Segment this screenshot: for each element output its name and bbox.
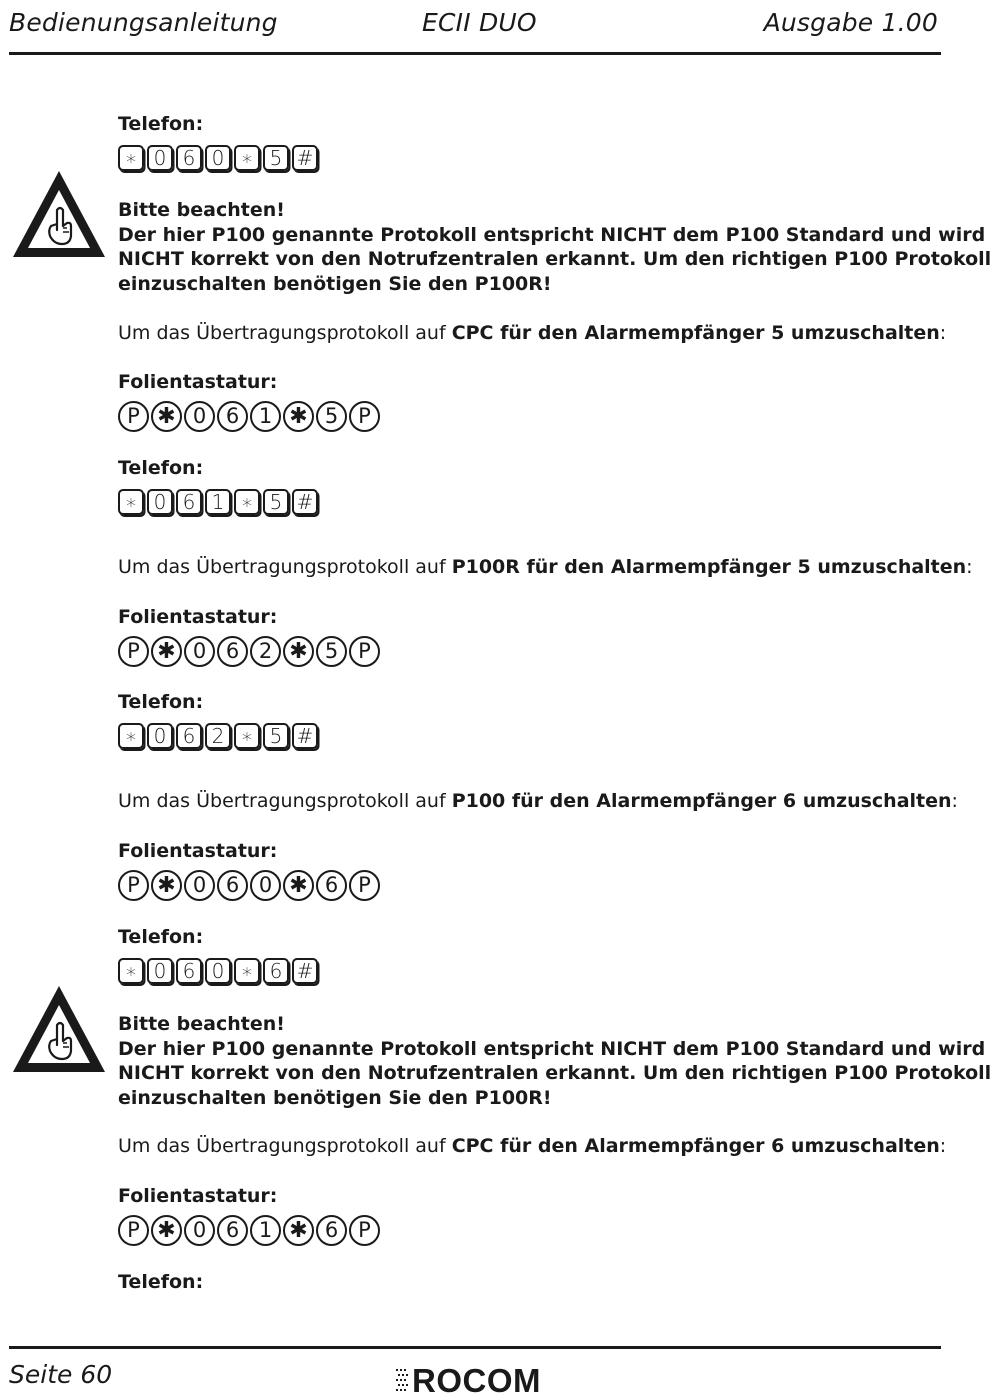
phone-key-hash: # bbox=[292, 145, 318, 171]
label-folientastatur: Folientastatur: bbox=[118, 1185, 278, 1207]
header-rule bbox=[9, 52, 941, 55]
membrane-key-p: P bbox=[118, 870, 149, 901]
instruction-emphasis: P100 für den Alarmempfänger 6 umzuschalten bbox=[451, 790, 952, 812]
label-telefon: Telefon: bbox=[118, 113, 204, 135]
phone-key-hash: # bbox=[292, 723, 318, 749]
phone-key-star: ∗ bbox=[118, 489, 144, 515]
instruction-paragraph bbox=[118, 321, 946, 345]
membrane-key-star: ✱ bbox=[151, 1215, 182, 1246]
membrane-key-6: 6 bbox=[217, 1215, 248, 1246]
instruction-prefix: Um das Übertragungsprotokoll auf bbox=[118, 1135, 452, 1157]
membrane-key-star: ✱ bbox=[283, 401, 314, 432]
membrane-key-p: P bbox=[118, 401, 149, 432]
phone-key-star: ∗ bbox=[234, 958, 260, 984]
phone-key-0: 0 bbox=[147, 145, 173, 171]
instruction-paragraph bbox=[118, 789, 958, 813]
membrane-key-p: P bbox=[118, 1215, 149, 1246]
instruction-emphasis: CPC für den Alarmempfänger 6 umzuschalten bbox=[451, 1135, 940, 1157]
footer-rule bbox=[9, 1346, 941, 1349]
phone-key-6: 6 bbox=[176, 145, 202, 171]
phone-key-2: 2 bbox=[205, 723, 231, 749]
phone-key-star: ∗ bbox=[118, 145, 144, 171]
instruction-suffix: : bbox=[951, 790, 958, 812]
label-folientastatur: Folientastatur: bbox=[118, 606, 278, 628]
membrane-key-0: 0 bbox=[184, 401, 215, 432]
phone-key-star: ∗ bbox=[234, 723, 260, 749]
membrane-key-0: 0 bbox=[184, 870, 215, 901]
label-telefon: Telefon: bbox=[118, 457, 204, 479]
instruction-prefix: Um das Übertragungsprotokoll auf bbox=[118, 790, 452, 812]
phone-key-5: 5 bbox=[263, 145, 289, 171]
logo-mark-icon bbox=[396, 1367, 412, 1395]
page-number: Seite 60 bbox=[9, 1360, 113, 1389]
warning-hand-icon bbox=[10, 168, 108, 260]
membrane-key-sequence bbox=[118, 870, 380, 901]
label-telefon: Telefon: bbox=[118, 1271, 204, 1293]
instruction-prefix: Um das Übertragungsprotokoll auf bbox=[118, 322, 452, 344]
label-folientastatur: Folientastatur: bbox=[118, 371, 278, 393]
rocom-logo bbox=[396, 1364, 541, 1397]
instruction-suffix: : bbox=[939, 322, 947, 344]
phone-key-0: 0 bbox=[205, 145, 231, 171]
membrane-key-6: 6 bbox=[217, 401, 248, 432]
instruction-emphasis: P100R für den Alarmempfänger 5 umzuschalten bbox=[451, 556, 967, 578]
membrane-key-star: ✱ bbox=[151, 636, 182, 667]
membrane-key-p: P bbox=[349, 870, 380, 901]
phone-key-5: 5 bbox=[263, 723, 289, 749]
header-edition: Ausgabe 1.00 bbox=[763, 8, 938, 37]
phone-key-hash: # bbox=[292, 958, 318, 984]
membrane-key-6: 6 bbox=[217, 870, 248, 901]
label-folientastatur: Folientastatur: bbox=[118, 840, 278, 862]
membrane-key-star: ✱ bbox=[283, 636, 314, 667]
note-line: einzuschalten benötigen Sie den P100R! bbox=[118, 1086, 552, 1109]
membrane-key-p: P bbox=[349, 1215, 380, 1246]
note-line: einzuschalten benötigen Sie den P100R! bbox=[118, 272, 552, 295]
phone-key-6: 6 bbox=[176, 723, 202, 749]
instruction-suffix: : bbox=[939, 1135, 947, 1157]
membrane-key-0: 0 bbox=[250, 870, 281, 901]
note-line: NICHT korrekt von den Notrufzentralen erkannt. Um den richtigen P100 Protokoll bbox=[118, 1062, 991, 1084]
instruction-paragraph bbox=[118, 555, 973, 579]
membrane-key-1: 1 bbox=[250, 401, 281, 432]
phone-key-5: 5 bbox=[263, 489, 289, 515]
phone-key-sequence bbox=[118, 958, 318, 986]
phone-key-0: 0 bbox=[147, 723, 173, 749]
phone-key-sequence bbox=[118, 723, 318, 751]
membrane-key-star: ✱ bbox=[283, 870, 314, 901]
membrane-key-star: ✱ bbox=[151, 870, 182, 901]
phone-key-star: ∗ bbox=[234, 489, 260, 515]
membrane-key-6: 6 bbox=[217, 636, 248, 667]
label-telefon: Telefon: bbox=[118, 926, 204, 948]
membrane-key-sequence bbox=[118, 1215, 380, 1246]
membrane-key-star: ✱ bbox=[283, 1215, 314, 1246]
phone-key-1: 1 bbox=[205, 489, 231, 515]
membrane-key-6: 6 bbox=[316, 1215, 347, 1246]
phone-key-0: 0 bbox=[205, 958, 231, 984]
instruction-suffix: : bbox=[966, 556, 973, 578]
phone-key-6: 6 bbox=[263, 958, 289, 984]
membrane-key-p: P bbox=[349, 401, 380, 432]
membrane-key-1: 1 bbox=[250, 1215, 281, 1246]
phone-key-0: 0 bbox=[147, 958, 173, 984]
warning-hand-icon bbox=[10, 983, 108, 1075]
header-product-name: ECII DUO bbox=[422, 8, 537, 37]
phone-key-0: 0 bbox=[147, 489, 173, 515]
instruction-paragraph bbox=[118, 1134, 946, 1158]
header-manual-title: Bedienungsanleitung bbox=[9, 8, 278, 37]
membrane-key-0: 0 bbox=[184, 636, 215, 667]
note-line: Der hier P100 genannte Protokoll entspricht NICHT dem P100 Standard und wird bbox=[118, 1037, 986, 1060]
phone-key-sequence bbox=[118, 489, 318, 517]
logo-wordmark: ROCOM bbox=[412, 1362, 541, 1399]
note-block bbox=[118, 1012, 991, 1110]
note-line: NICHT korrekt von den Notrufzentralen erkannt. Um den richtigen P100 Protokoll bbox=[118, 248, 991, 270]
instruction-prefix: Um das Übertragungsprotokoll auf bbox=[118, 556, 452, 578]
membrane-key-5: 5 bbox=[316, 401, 347, 432]
membrane-key-sequence bbox=[118, 636, 380, 667]
note-block bbox=[118, 198, 991, 296]
instruction-emphasis: CPC für den Alarmempfänger 5 umzuschalten bbox=[451, 322, 940, 344]
note-line: Der hier P100 genannte Protokoll entspricht NICHT dem P100 Standard und wird bbox=[118, 223, 986, 246]
phone-key-6: 6 bbox=[176, 958, 202, 984]
phone-key-sequence bbox=[118, 145, 318, 173]
membrane-key-6: 6 bbox=[316, 870, 347, 901]
label-telefon: Telefon: bbox=[118, 691, 204, 713]
membrane-key-2: 2 bbox=[250, 636, 281, 667]
membrane-key-p: P bbox=[118, 636, 149, 667]
membrane-key-p: P bbox=[349, 636, 380, 667]
membrane-key-sequence bbox=[118, 401, 380, 432]
note-title: Bitte beachten! bbox=[118, 1013, 285, 1035]
phone-key-hash: # bbox=[292, 489, 318, 515]
membrane-key-5: 5 bbox=[316, 636, 347, 667]
phone-key-star: ∗ bbox=[234, 145, 260, 171]
phone-key-star: ∗ bbox=[118, 723, 144, 749]
phone-key-6: 6 bbox=[176, 489, 202, 515]
note-title: Bitte beachten! bbox=[118, 199, 285, 221]
membrane-key-star: ✱ bbox=[151, 401, 182, 432]
phone-key-star: ∗ bbox=[118, 958, 144, 984]
membrane-key-0: 0 bbox=[184, 1215, 215, 1246]
